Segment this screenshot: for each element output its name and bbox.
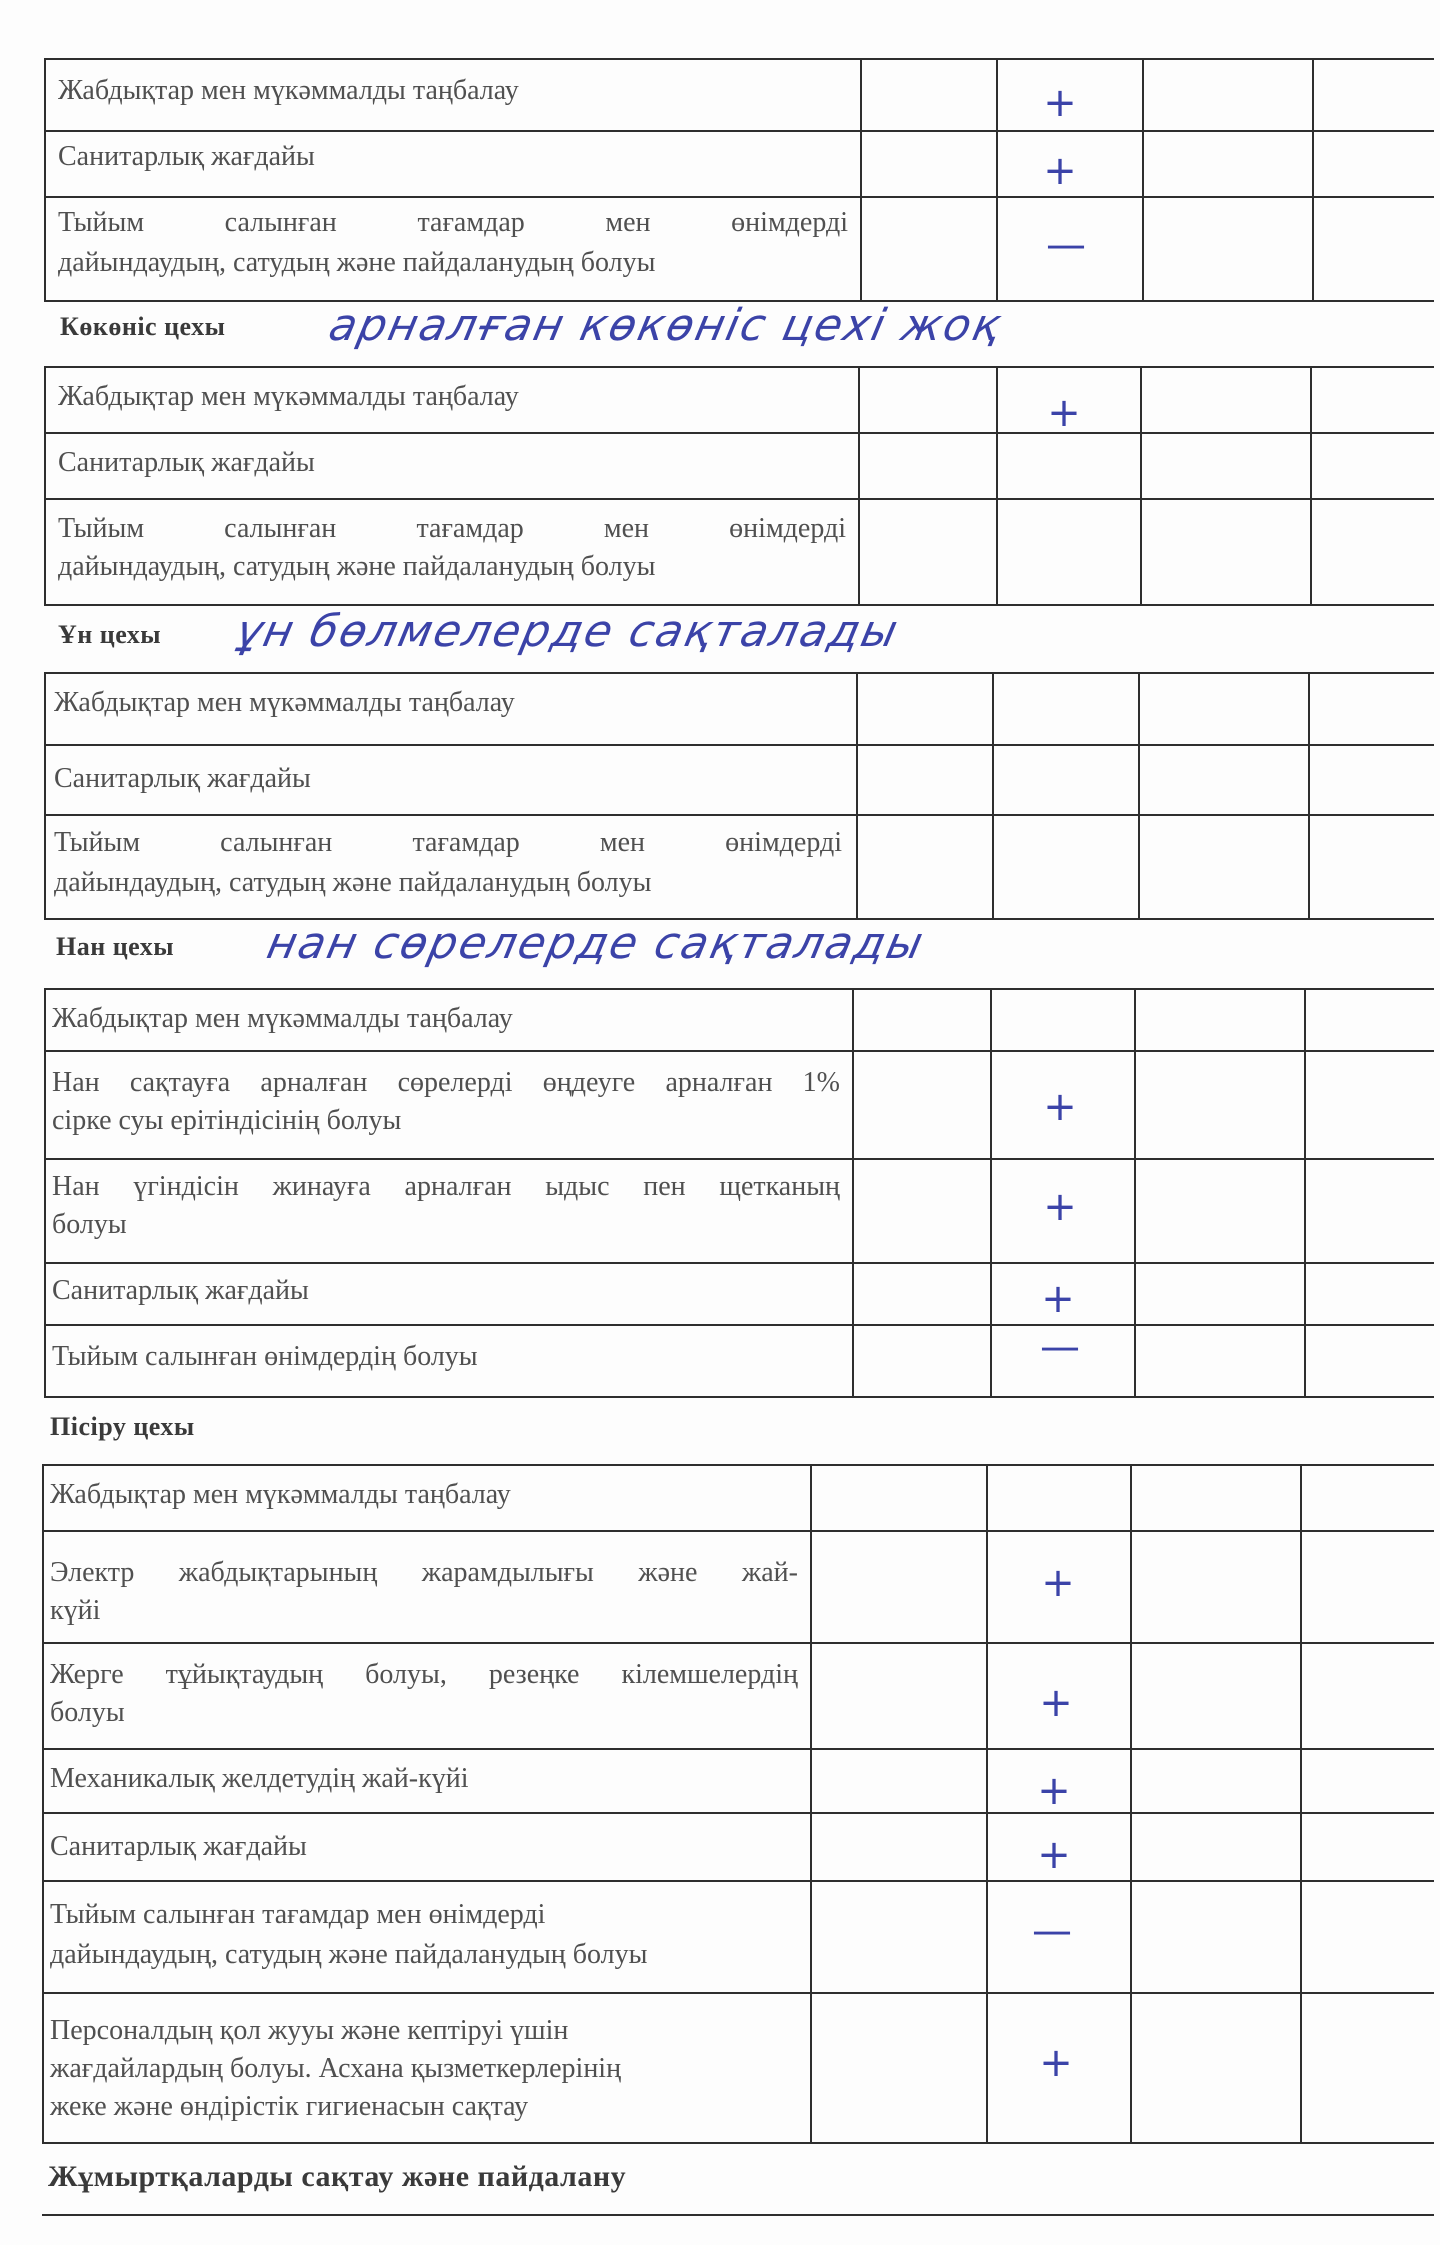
check-mark: + [1043, 148, 1077, 194]
handwritten-note: арналған көкөніс цехі жоқ [324, 300, 1007, 351]
dash-mark: — [1032, 1908, 1072, 1954]
row-label-cont: болуы [50, 1697, 125, 1728]
dash-mark: — [1040, 1324, 1080, 1370]
row-label: Тыйым салынған өнімдердің болуы [52, 1341, 478, 1372]
section-title: Көкөніс цехы [60, 312, 226, 341]
row-label-cont: жағдайлардың болуы. Асхана қызметкерлерінің [50, 2053, 622, 2084]
check-mark: + [1039, 2040, 1073, 2086]
row-label: Тыйым салынған тағамдар мен өнімдерді [50, 1899, 546, 1930]
row-label: Санитарлық жағдайы [58, 141, 315, 172]
row-label: Персоналдың қол жууы және кептіруі үшін [50, 2015, 569, 2046]
row-label-cont: сірке суы ерітіндісінің болуы [52, 1105, 402, 1136]
row-label: Санитарлық жағдайы [50, 1831, 307, 1862]
row-label-cont: жеке және өндірістік гигиенасын сақтау [50, 2091, 529, 2122]
row-label: Жабдықтар мен мүкәммалды таңбалау [50, 1479, 511, 1510]
row-label: Жабдықтар мен мүкәммалды таңбалау [54, 687, 515, 718]
row-label: Механикалық желдетудің жай-күйі [50, 1763, 469, 1794]
row-label: Тыйым салынған тағамдар мен өнімдерді [54, 827, 842, 858]
row-label: Электр жабдықтарының жарамдылығы және жай- [50, 1557, 798, 1588]
row-label: Нан үгіндісін жинауға арналған ыдыс пен щетканың [52, 1171, 840, 1202]
check-mark: + [1037, 1768, 1071, 1814]
section-title: Пісіру цехы [50, 1412, 195, 1441]
handwritten-note: нан сөрелерде сақталады [262, 918, 930, 969]
check-mark: + [1039, 1680, 1073, 1726]
row-label: Жерге тұйықтаудың болуы, резеңке кілемшелердің [50, 1659, 798, 1690]
check-mark: + [1041, 1276, 1075, 1322]
row-label-cont: болуы [52, 1209, 127, 1240]
row-label-cont: дайындаудың, сатудың және пайдаланудың болуы [54, 867, 652, 898]
dash-mark: — [1046, 222, 1086, 268]
row-label: Жабдықтар мен мүкәммалды таңбалау [58, 75, 519, 106]
check-mark: + [1037, 1832, 1071, 1878]
check-mark: + [1043, 80, 1077, 126]
row-label: Нан сақтауға арналған сөрелерді өңдеуге арналған 1% [52, 1067, 840, 1098]
row-label: Тыйым салынған тағамдар мен өнімдерді [58, 207, 848, 238]
section-title: Ұн цехы [58, 620, 162, 649]
check-mark: + [1043, 1184, 1077, 1230]
row-label: Тыйым салынған тағамдар мен өнімдерді [58, 513, 846, 544]
row-label: Санитарлық жағдайы [58, 447, 315, 478]
handwritten-note: ұн бөлмелерде сақталады [230, 606, 904, 657]
row-label: Санитарлық жағдайы [52, 1275, 309, 1306]
check-mark: + [1043, 1084, 1077, 1130]
row-label: Жабдықтар мен мүкәммалды таңбалау [58, 381, 519, 412]
section-title: Жұмыртқаларды сақтау және пайдалану [48, 2160, 627, 2193]
row-label-cont: дайындаудың, сатудың және пайдаланудың болуы [58, 551, 656, 582]
row-label-cont: күйі [50, 1595, 101, 1626]
row-label-cont: дайындаудың, сатудың және пайдаланудың болуы [50, 1939, 648, 1970]
check-mark: + [1047, 390, 1081, 436]
check-mark: + [1041, 1560, 1075, 1606]
row-label: Жабдықтар мен мүкәммалды таңбалау [52, 1003, 513, 1034]
row-label: Санитарлық жағдайы [54, 763, 311, 794]
section-title: Нан цехы [56, 932, 175, 961]
row-label-cont: дайындаудың, сатудың және пайдаланудың болуы [58, 247, 656, 278]
